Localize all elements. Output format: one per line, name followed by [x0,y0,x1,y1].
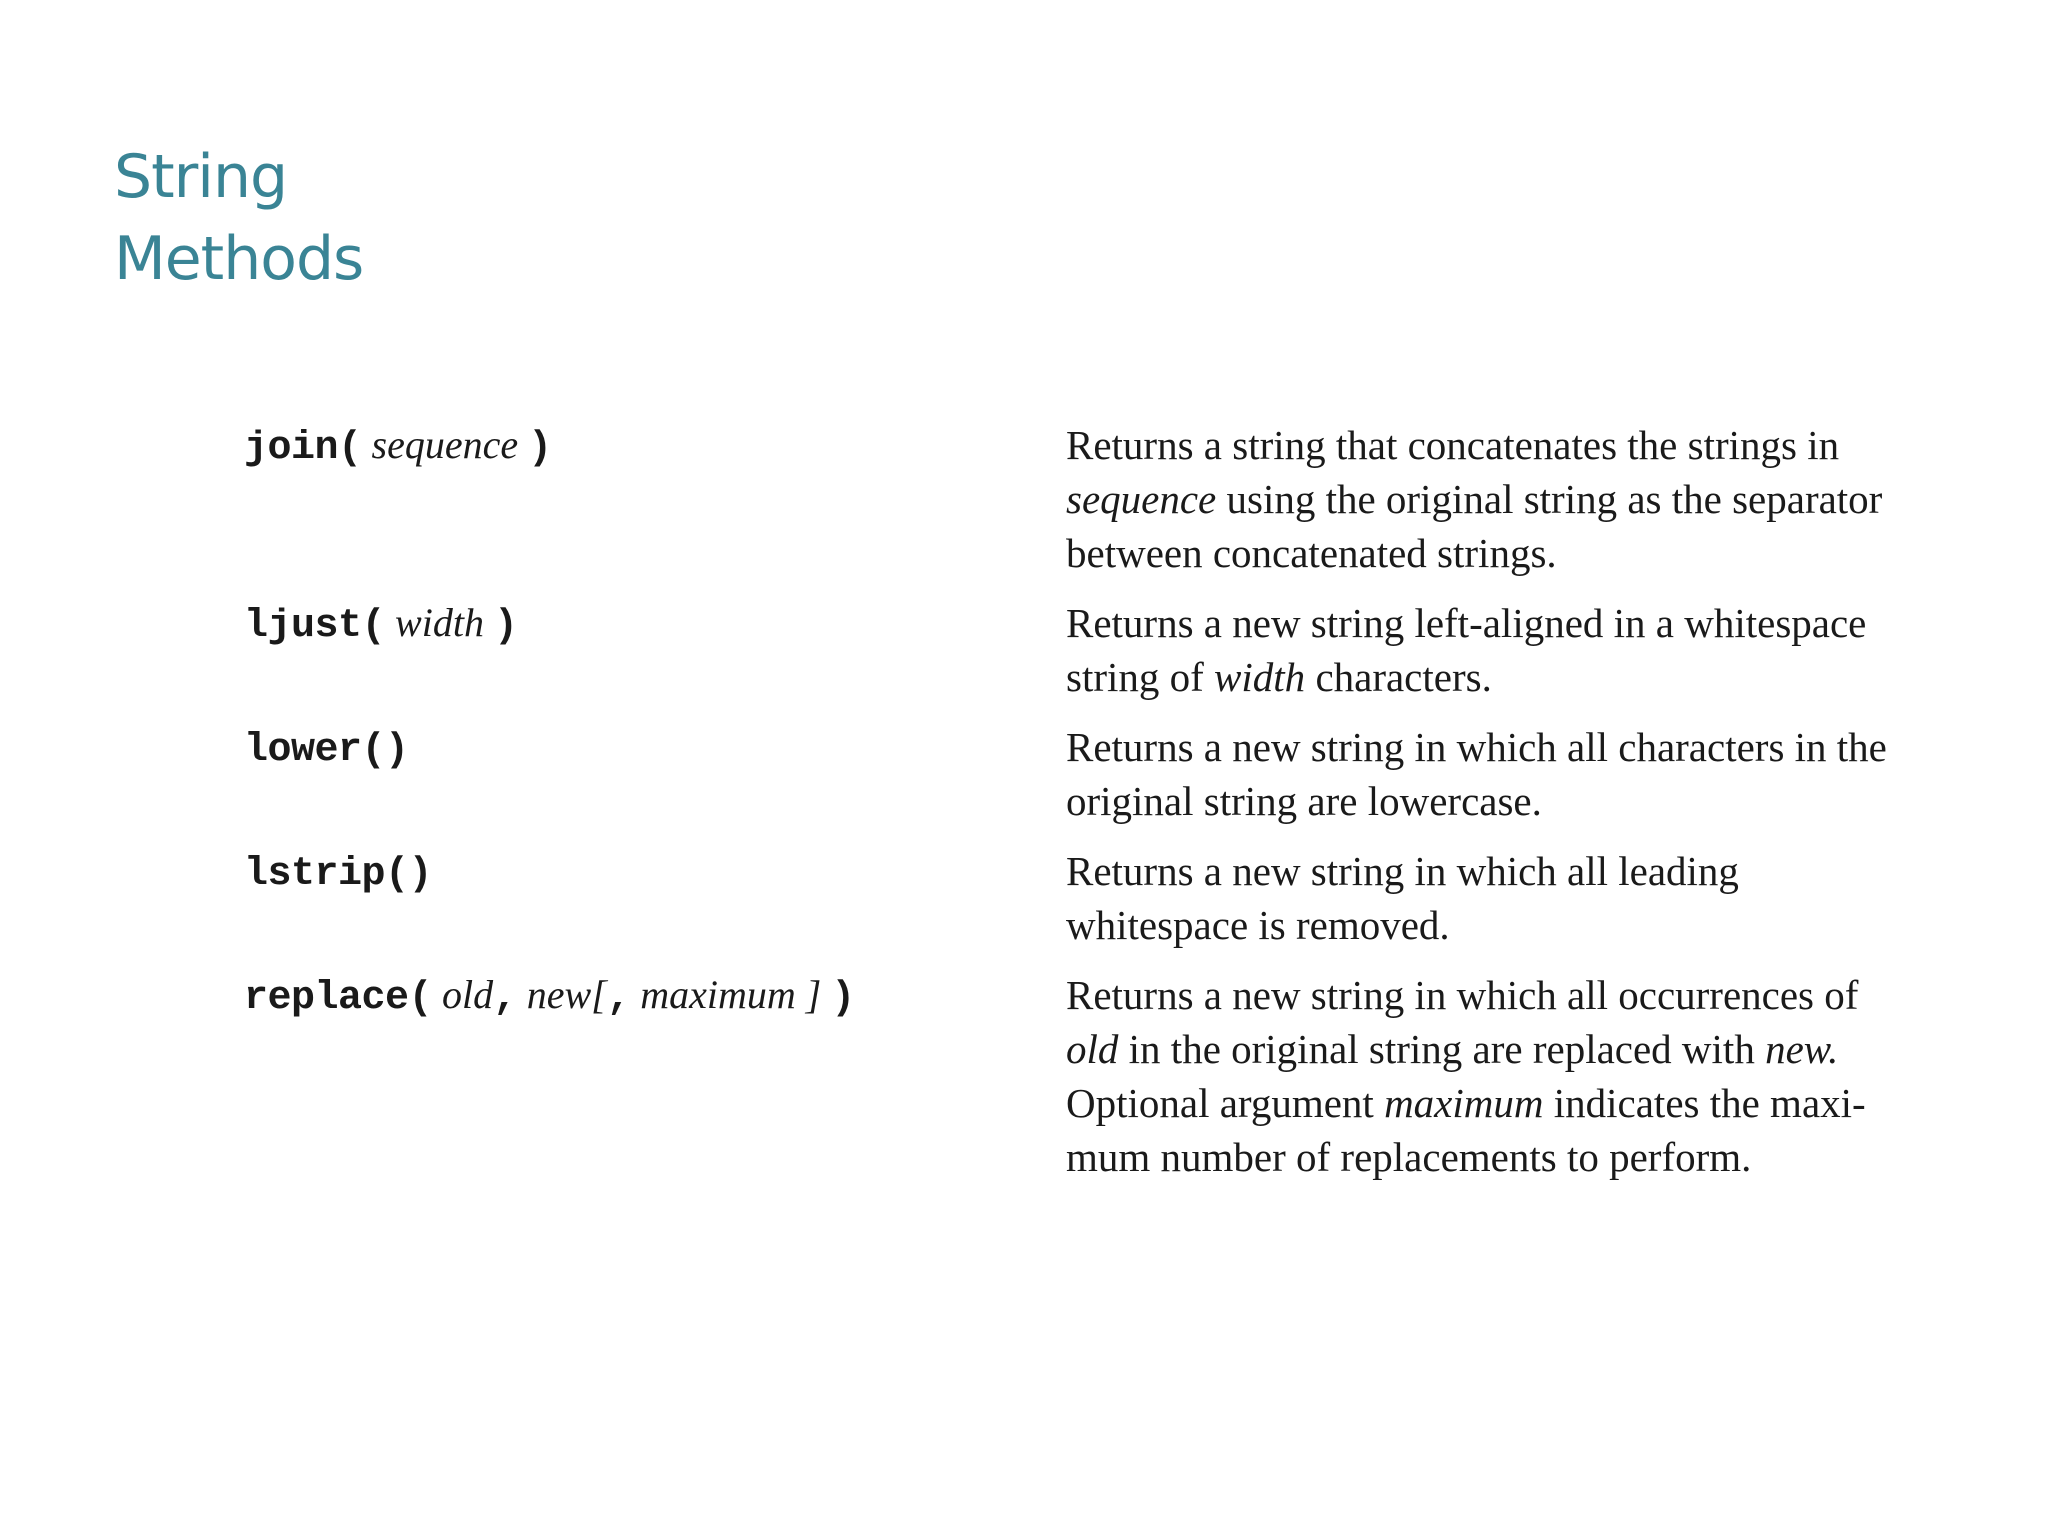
comma: , [493,976,517,1021]
description-line: Returns a new string in which all characters in the [1066,724,1887,770]
method-description [1066,720,1964,828]
method-arg: width [395,600,484,645]
methods-table [244,418,1964,1200]
open-paren: ( [408,976,433,1021]
method-signature [244,596,1066,654]
method-signature [244,844,1066,902]
slide-title [114,136,363,300]
title-line-2: Methods [114,224,364,294]
method-signature [244,720,1066,778]
close-paren: ) [831,976,855,1021]
description-line: string of width characters. [1066,654,1492,700]
method-row-replace [244,968,1964,1184]
method-description [1066,968,1964,1184]
description-line: sequence using the original string as the separator [1066,476,1883,522]
method-name: lower [244,728,362,773]
description-line: between concatenated strings. [1066,530,1557,576]
method-name: ljust [244,604,362,649]
method-name: replace [244,976,409,1021]
description-line: Returns a string that concatenates the strings in [1066,422,1840,468]
close-paren: ) [528,426,552,471]
title-line-1: String [114,142,288,212]
method-description [1066,596,1964,704]
description-line: Returns a new string in which all leading [1066,848,1739,894]
description-line: old in the original string are replaced with new. [1066,1026,1839,1072]
method-arg: old [442,972,494,1017]
description-line: Returns a new string in which all occurrences of [1066,972,1859,1018]
description-line: Optional argument maximum indicates the maxi- [1066,1080,1866,1126]
method-row-lower [244,720,1964,828]
close-paren: ) [493,604,518,649]
method-signature [244,418,1066,476]
method-description [1066,418,1964,580]
method-name: lstrip [244,852,386,897]
method-arg: sequence [371,422,519,467]
open-paren: ( [338,426,362,471]
method-row-lstrip [244,844,1964,952]
method-name: join [244,426,339,471]
method-description [1066,844,1964,952]
open-paren: ( [361,604,386,649]
comma: , [606,976,631,1021]
description-line: whitespace is removed. [1066,902,1450,948]
description-line: mum number of replacements to perform. [1066,1134,1752,1180]
parens: () [385,852,433,897]
method-arg: maximum ] [640,972,822,1017]
method-arg: new[ [526,972,607,1017]
method-row-ljust [244,596,1964,704]
description-line: original string are lowercase. [1066,778,1542,824]
description-line: Returns a new string left-aligned in a whitespace [1066,600,1867,646]
method-row-join [244,418,1964,580]
method-signature [244,968,1066,1026]
parens: () [361,728,409,773]
